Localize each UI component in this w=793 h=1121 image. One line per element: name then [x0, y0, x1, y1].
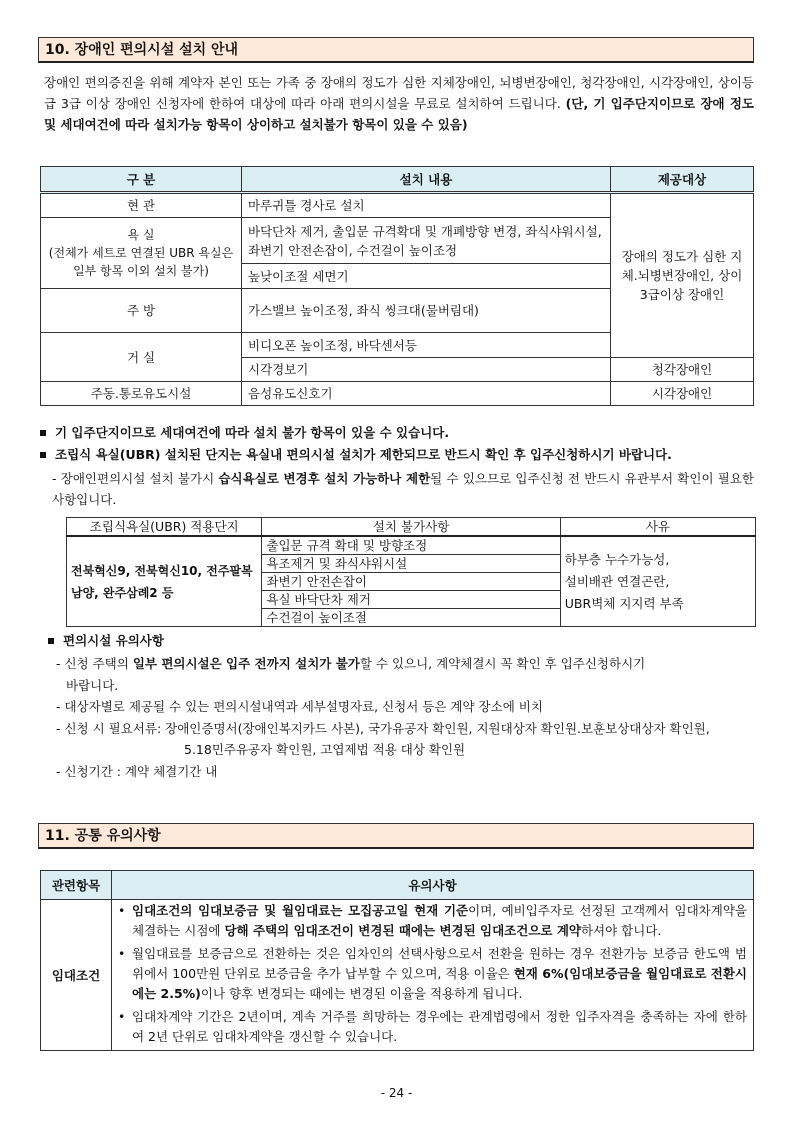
note-2: 조립식 욕실(UBR) 설치된 단지는 욕실내 편의시설 설치가 제한되므로 반드시 확인 후 입주신청하시기 바랍니다. [40, 445, 760, 465]
row-bath-content-2: 높낮이조절 세면기 [242, 264, 611, 289]
ubr-item-5: 수건걸이 높이조절 [262, 609, 560, 627]
note-3: - 장애인편의시설 설치 불가시 습식욕실로 변경후 설치 가능하나 제한될 수 있으므로 입주신청 전 반드시 유관부서 확인이 필요한 사항입니다. [52, 471, 755, 507]
caution-4: - 신청기간 : 계약 체결기간 내 [56, 764, 218, 779]
square-bullet-icon [48, 638, 54, 644]
bullet-icon: • [118, 1009, 126, 1024]
row-bath-content-1: 바닥단차 제거, 출입문 규격확대 및 개폐방향 변경, 좌식샤워시설, 좌변기 안전손잡이, 수건걸이 높이조정 [242, 218, 611, 264]
row-guide-category: 주동.통로유도시설 [41, 382, 242, 406]
facility-table [40, 166, 754, 406]
section-10-intro: 장애인 편의증진을 위해 계약자 본인 또는 가족 중 장애의 정도가 심한 지체장애인, 뇌병변장애인, 청각장애인, 시각장애인, 상이등급 3급 이상 장애인 신청자에 한하여 대상에 따라 아래 편의시설을 무료로 설치하여 드립니다. (단, 기 입주단지이므로 장애 정도 및 세대여건에 따라 설치가능 항목이 상이하고 설치불가 항목이 있을 수 있음) [44, 75, 754, 132]
col-header-content: 설치 내용 [242, 167, 611, 193]
bullet-icon: • [118, 946, 126, 961]
rent-terms-notes [112, 900, 754, 1051]
rent-note-3: • 임대차계약 기간은 2년이며, 계속 거주를 희망하는 경우에는 관계법령에서 정한 입주자격을 충족하는 자에 한하여 2년 단위로 임대차계약을 갱신할 수 있습니다. [118, 1009, 747, 1044]
target-main: 장애의 정도가 심한 지체.뇌병변장애인, 상이 3급이상 장애인 [611, 193, 754, 358]
rent-note-1: • 임대조건의 임대보증금 및 월임대료는 모집공고일 현재 기준이며, 예비입주자로 선정된 고객께서 임대차계약을 체결하는 시점에 당해 주택의 임대조건이 변경된 때에는 변경된 임대조건으로 계약하셔야 합니다. [118, 903, 747, 938]
ubr-header-items: 설치 불가사항 [262, 518, 560, 537]
ubr-reason: 하부층 누수가능성, 설비배관 연결곤란, UBR벽체 지지력 부족 [560, 536, 755, 627]
caution-1: - 신청 주택의 일부 편의시설은 입주 전까지 설치가 불가할 수 있으니, 계약체결시 꼭 확인 후 입주신청하시기 [56, 656, 646, 671]
ubr-header-reason: 사유 [560, 518, 755, 537]
rent-note-2: • 월임대료를 보증금으로 전환하는 것은 임차인의 선택사항으로서 전환을 원하는 경우 전환가능 보증금 한도액 범위에서 100만원 단위로 보증금을 추가 납부할 수 있으며, 적용 이율은 현재 6%(임대보증금을 월임대료로 전환시에는 2.5%)이나 향후 변경되는 때에는 변경된 이율을 적용하게 됩니다. [118, 946, 747, 1001]
common-notes-table [40, 870, 754, 1051]
category-rent-terms: 임대조건 [41, 900, 112, 1051]
square-bullet-icon [40, 452, 46, 458]
ubr-item-2: 욕조제거 및 좌식샤워시설 [262, 555, 560, 573]
caution-3: - 신청 시 필요서류: 장애인증명서(장애인복지카드 사본), 국가유공자 확인원, 지원대상자 확인원.보훈보상대상자 확인원, [56, 721, 710, 736]
row-kitchen-category: 주 방 [41, 289, 242, 333]
row-entrance-category: 현 관 [41, 193, 242, 218]
col-header-category: 구 분 [41, 167, 242, 193]
caution-3-cont: 5.18민주유공자 확인원, 고엽제법 적용 대상 확인원 [184, 742, 466, 757]
header-item: 관련항목 [41, 871, 112, 900]
header-notes: 유의사항 [112, 871, 754, 900]
note-1: 기 입주단지이므로 세대여건에 따라 설치 불가 항목이 있을 수 있습니다. [40, 423, 760, 443]
caution-title: 편의시설 유의사항 [48, 631, 768, 651]
row-entrance-content: 마루귀틀 경사로 설치 [242, 193, 611, 218]
bullet-icon: • [118, 903, 126, 918]
ubr-table [66, 517, 756, 627]
row-living-category: 거 실 [41, 333, 242, 382]
ubr-header-complex: 조립식욕실(UBR) 적용단지 [67, 518, 262, 537]
row-guide-content: 음성유도신호기 [242, 382, 611, 406]
caution-2: - 대상자별로 제공될 수 있는 편의시설내역과 세부설명자료, 신청서 등은 계약 장소에 비치 [56, 699, 543, 714]
ubr-complex: 전북혁신9, 전북혁신10, 전주팔복남양, 완주삼례2 등 [67, 536, 262, 627]
row-living-content-2: 시각경보기 [242, 358, 611, 382]
row-bath-category: 욕 실 (전체가 세트로 연결된 UBR 욕실은 일부 항목 이외 설치 불가) [41, 218, 242, 289]
square-bullet-icon [40, 430, 46, 436]
ubr-item-4: 욕실 바닥단차 제거 [262, 591, 560, 609]
section-10-title: 10. 장애인 편의시설 설치 안내 [38, 37, 754, 63]
page-number: - 24 - [380, 1086, 413, 1100]
row-kitchen-content: 가스밸브 높이조정, 좌식 씽크대(물버림대) [242, 289, 611, 333]
ubr-item-1: 출입문 규격 확대 및 방향조정 [262, 536, 560, 555]
row-living-content-1: 비디오폰 높이조정, 바닥센서등 [242, 333, 611, 358]
col-header-target: 제공대상 [611, 167, 754, 193]
ubr-item-3: 좌변기 안전손잡이 [262, 573, 560, 591]
target-hearing: 청각장애인 [611, 358, 754, 382]
caution-1-cont: 바랍니다. [66, 678, 119, 693]
target-visual: 시각장애인 [611, 382, 754, 406]
section-11-title: 11. 공통 유의사항 [38, 823, 754, 849]
